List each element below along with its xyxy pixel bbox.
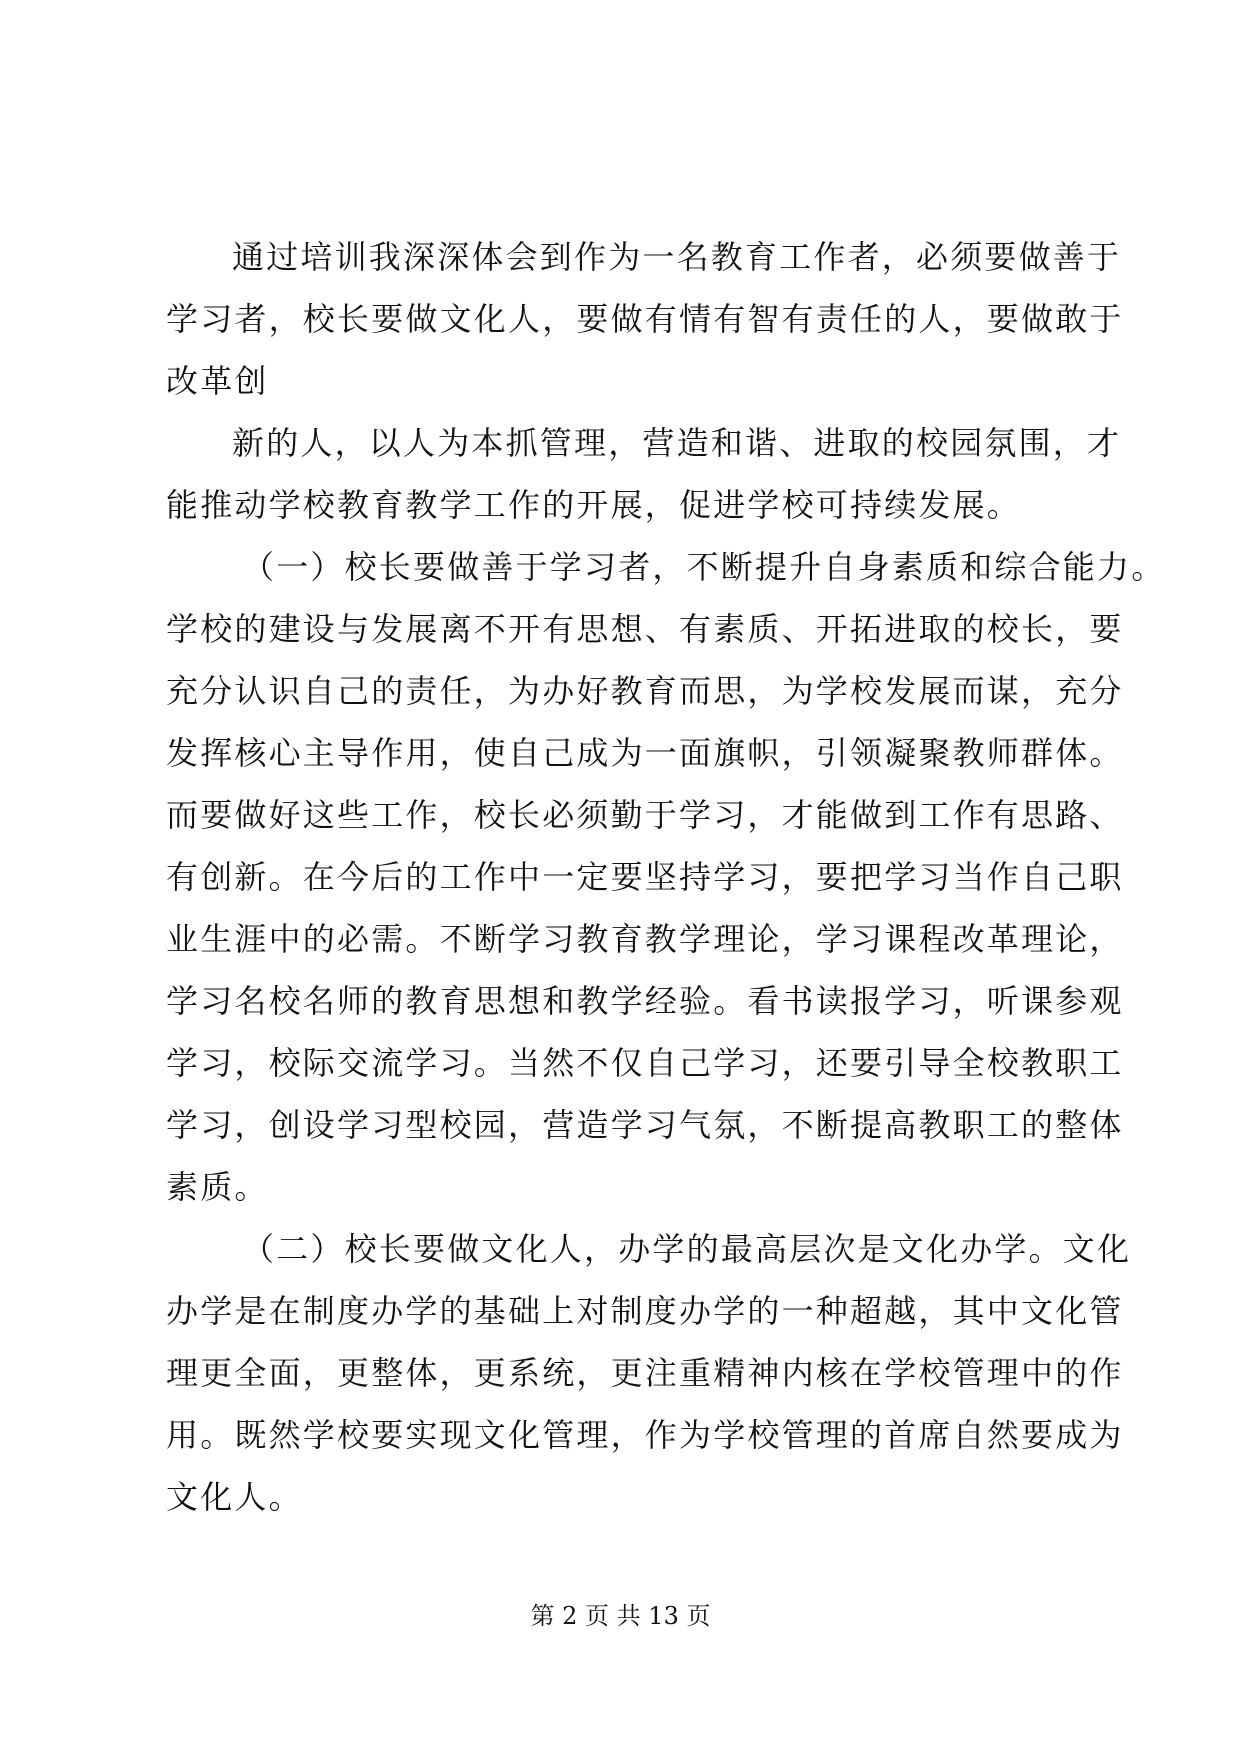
paragraph-line: 业生涯中的必需。不断学习教育教学理论，学习课程改革理论，	[166, 920, 1124, 958]
section-heading-line: （二）校长要做文化人，办学的最高层次是文化办学。文化	[242, 1230, 1132, 1268]
paragraph-line: 发挥核心主导作用，使自己成为一面旗帜，引领凝聚教师群体。	[166, 734, 1124, 772]
paragraph-line: 办学是在制度办学的基础上对制度办学的一种超越，其中文化管	[166, 1292, 1124, 1330]
paragraph-line: 新的人，以人为本抓管理，营造和谐、进取的校园氛围，才	[232, 424, 1122, 462]
paragraph-line: 能推动学校教育教学工作的开展，促进学校可持续发展。	[166, 486, 1022, 524]
page-number-footer: 第 2 页 共 13 页	[530, 1602, 711, 1630]
paragraph-line: 文化人。	[166, 1478, 303, 1516]
paragraph-line: 素质。	[166, 1168, 269, 1206]
paragraph-line: 用。既然学校要实现文化管理，作为学校管理的首席自然要成为	[166, 1416, 1124, 1454]
document-body	[166, 226, 1166, 1528]
paragraph-line: 学习，校际交流学习。当然不仅自己学习，还要引导全校教职工	[166, 1044, 1124, 1082]
section-heading-line: （一）校长要做善于学习者，不断提升自身素质和综合能力。	[242, 548, 1166, 586]
paragraph-line: 学习者，校长要做文化人，要做有情有智有责任的人，要做敢于	[166, 300, 1124, 338]
paragraph-line: 学校的建设与发展离不开有思想、有素质、开拓进取的校长，要	[166, 610, 1124, 648]
paragraph-line: 而要做好这些工作，校长必须勤于学习，才能做到工作有思路、	[166, 796, 1124, 834]
paragraph-line: 通过培训我深深体会到作为一名教育工作者，必须要做善于	[232, 238, 1122, 276]
paragraph-line: 学习，创设学习型校园，营造学习气氛，不断提高教职工的整体	[166, 1106, 1124, 1144]
paragraph-line: 学习名校名师的教育思想和教学经验。看书读报学习，听课参观	[166, 982, 1124, 1020]
paragraph-line: 理更全面，更整体，更系统，更注重精神内核在学校管理中的作	[166, 1354, 1124, 1392]
paragraph-line: 有创新。在今后的工作中一定要坚持学习，要把学习当作自己职	[166, 858, 1124, 896]
paragraph-line: 充分认识自己的责任，为办好教育而思，为学校发展而谋，充分	[166, 672, 1124, 710]
paragraph-line: 改革创	[166, 362, 269, 400]
